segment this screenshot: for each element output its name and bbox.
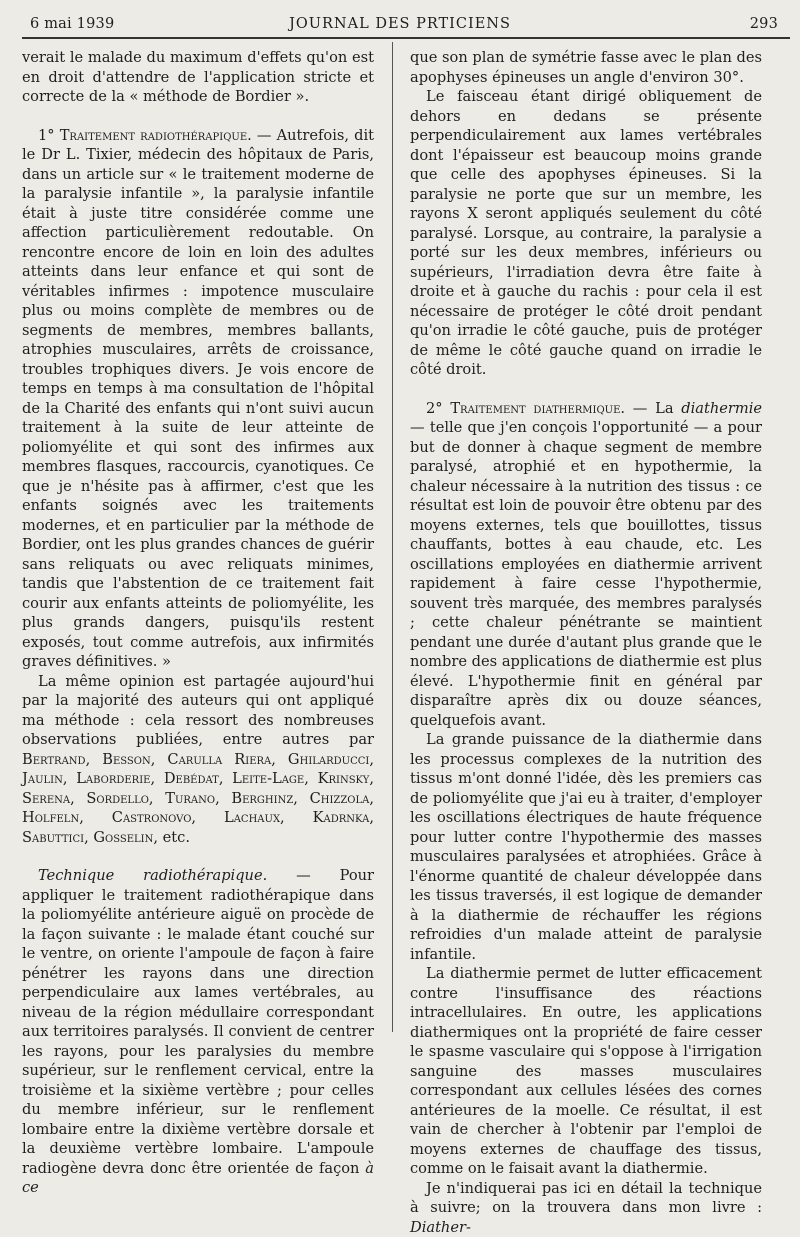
page-number: 293 <box>750 16 778 32</box>
section-heading: 2° Traitement diathermique. <box>426 400 625 417</box>
paragraph-text: La même opinion est partagée aujourd'hui par la majorité des auteurs qui ont appliqué ma méthode : cela ressort des nombreuses observations publiées, entre autres par <box>22 673 374 749</box>
paragraph <box>410 1179 762 1237</box>
author-list: Bertrand, Besson, Carulla Riera, Ghilarducci, Jaulin, Laborderie, Debédat, Leite-Lage, Krinsky, Serena, Sordello, Turano, Berghinz, Chizzola, Holfeln, Castronovo, Lachaux, Kadrnka, Sabuttici, Gosselin <box>22 751 374 846</box>
paragraph: verait le malade du maximum d'effets qu'on est en droit d'attendre de l'application stricte et correcte de la « méthode de Bordier ». <box>22 48 374 107</box>
paragraph-end: , etc. <box>153 829 190 846</box>
paragraph-text: Autrefois, dit le Dr L. Tixier, médecin des hôpitaux de Paris, dans un article sur « le traitement moderne de la paralysie infantile », la paralysie infantile était à juste titre considérée comme une affection particulièrement redoutable. On rencontre encore de loin en loin des adultes atteints dans leur enfance et qui sont de véritables infirmes : impotence musculaire plus ou moins complète de membres ou de segments de membres, membres ballants, atrophies musculaires, arrêts de croissance, troubles trophiques divers. Je vois encore de temps en temps à ma consultation de l'hôpital de la Charité des enfants qui n'ont suivi aucun traitement à la suite de leur atteinte de poliomyélite et qui sont des infirmes aux membres flasques, raccourcis, cyanotiques. Ce que je n'hésite pas à affirmer, c'est que les enfants soignés avec les traitements modernes, et en particulier par la méthode de Bordier, ont les plus grandes chances de guérir sans reliquats ou avec reliquats minimes, tandis que l'abstention de ce traitement fait courir aux enfants atteints de poliomyélite, les plus grands dangers, puisqu'ils restent exposés, tout comme autrefois, aux infirmités graves définitives. » <box>22 127 374 671</box>
section-heading: 1° Traitement radiothérapique. <box>38 127 252 144</box>
section-heading: Technique radiothérapique. <box>38 867 267 884</box>
paragraph-text: — Pour appliquer le traitement radiothérapique dans la poliomyélite antérieure aiguë on procède de la façon suivante : le malade étant couché sur le ventre, on oriente l'ampoule de façon à faire pénétrer les rayons dans une direction perpendiculaire aux lames vertébrales, au niveau de la région médullaire correspondant aux territoires paralysés. Il convient de centrer les rayons, pour les paralysies du membre supérieur, sur le renflement cervical, entre la troisième et la sixième vertèbre ; pour celles du membre inférieur, sur le renflement lombaire entre la dixième vertèbre dorsale et la deuxième vertèbre lombaire. L'ampoule radiogène devra donc être orientée de façon <box>22 867 374 1177</box>
issue-date: 6 mai 1939 <box>30 16 114 32</box>
paragraph: La grande puissance de la diathermie dans les processus complexes de la nutrition des tissus m'ont donné l'idée, dès les premiers cas de poliomyélite que j'ai eu à traiter, d'employer les oscillations électriques de haute fréquence pour lutter contre l'hypothermie des masses musculaires paralysées et atrophiées. Grâce à l'énorme quantité de chaleur développée dans les tissus traversés, il est logique de demander à la diathermie de réchauffer les régions refroidies d'un malade atteint de paralysie infantile. <box>410 730 762 964</box>
dash: — <box>252 127 277 144</box>
paragraph: que son plan de symétrie fasse avec le plan des apophyses épineuses un angle d'environ 30°. <box>410 48 762 87</box>
section-diathermy <box>410 399 762 731</box>
left-column <box>22 48 374 1198</box>
paragraph-end: à ce <box>22 1160 374 1197</box>
paragraph-text: — telle que j'en conçois l'opportunité — a pour but de donner à chaque segment de membre paralysé, atrophié et en hypothermie, la chaleur nécessaire à la nutrition des tissus : ce résultat est loin de pouvoir être obtenu par des moyens externes, tels que bouillottes, tissus chauffants, bottes à eau chaude, etc. Les oscillations employées en diathermie arrivent rapidement à faire cesse l'hypothermie, souvent très marquée, des membres paralysés ; cette chaleur pénétrante se maintient pendant une durée d'autant plus grande que le nombre des applications de diathermie est plus élevé. L'hypothermie finit en général par disparaître après dix ou douze séances, quelquefois avant. <box>410 419 762 729</box>
paragraph: Le faisceau étant dirigé obliquement de dehors en dedans se présente perpendiculairement aux lames vertébrales dont l'épaisseur est beaucoup moins grande que celle des apophyses épineuses. Si la paralysie ne porte que sur un membre, les rayons X seront appliqués seulement du côté paralysé. Lorsque, au contraire, la paralysie a porté sur les deux membres, inférieurs ou supérieurs, l'irradiation devra être faite à droite et à gauche du rachis : pour cela il est nécessaire de protéger le côté droit pendant qu'on irradie le côté gauche, puis de protéger de même le côté gauche quand on irradie le côté droit. <box>410 87 762 380</box>
header-rule <box>22 37 790 39</box>
right-column <box>410 48 762 1237</box>
page-header <box>0 10 800 36</box>
section-technique <box>22 866 374 1198</box>
paragraph-text: Je n'indiquerai pas ici en détail la technique à suivre; on la trouvera dans mon livre : <box>410 1180 762 1217</box>
section-radiotherapy <box>22 126 374 672</box>
paragraph: La diathermie permet de lutter efficacement contre l'insuffisance des réactions intracellulaires. En outre, les applications diathermiques ont la propriété de faire cesser le spasme vasculaire qui s'oppose à l'irrigation sanguine des masses musculaires correspondant aux cellules lésées des cornes antérieures de la moelle. Ce résultat, il est vain de chercher à l'obtenir par l'emploi de moyens externes de chauffage des tissus, comme on le faisait avant la diathermie. <box>410 964 762 1179</box>
column-divider <box>392 42 393 1032</box>
journal-title: JOURNAL DES PRTICIENS <box>0 16 800 32</box>
term-diathermie: diathermie <box>681 400 762 417</box>
paragraph <box>22 672 374 848</box>
dash: — La <box>625 400 681 417</box>
book-title: Diather- <box>410 1219 471 1236</box>
